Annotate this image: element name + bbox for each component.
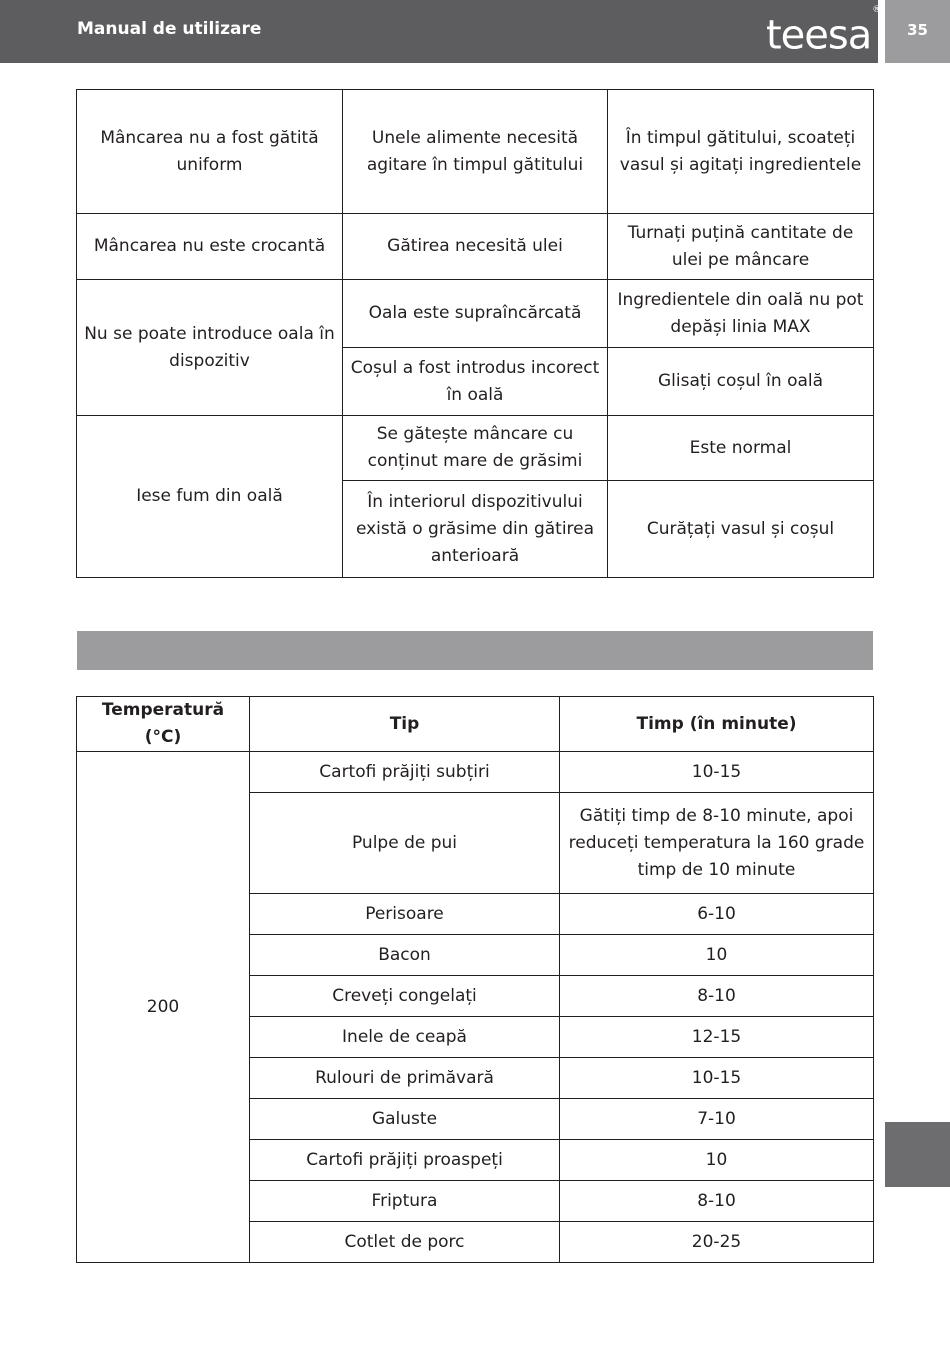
solution-cell: Turnați puțină cantitate de ulei pe mâncare [608, 214, 874, 280]
document-title: Manual de utilizare [77, 19, 262, 39]
table-row [77, 280, 874, 348]
time-cell: 20-25 [560, 1222, 874, 1263]
time-cell: 8-10 [560, 1181, 874, 1222]
header-row [77, 697, 874, 752]
logo-text: teesa [766, 12, 872, 59]
cause-cell: Unele alimente necesită agitare în timpul gătitului [343, 90, 608, 214]
time-cell: 8-10 [560, 976, 874, 1017]
type-cell: Galuste [250, 1099, 560, 1140]
type-cell: Cartofi prăjiți subțiri [250, 752, 560, 793]
table-row [77, 752, 874, 793]
cause-cell: Gătirea necesită ulei [343, 214, 608, 280]
header-bar [0, 0, 881, 63]
problem-cell: Mâncarea nu este crocantă [77, 214, 343, 280]
column-header-type: Tip [250, 697, 560, 752]
table-row [77, 214, 874, 280]
solution-cell: Glisați coșul în oală [608, 348, 874, 416]
problem-cell: Nu se poate introduce oala în dispozitiv [77, 280, 343, 416]
column-header-temperature: Temperatură (°C) [77, 697, 250, 752]
time-cell: 12-15 [560, 1017, 874, 1058]
teesa-logo [766, 6, 880, 61]
time-cell: 10 [560, 935, 874, 976]
troubleshooting-table [76, 89, 874, 578]
solution-cell: Este normal [608, 416, 874, 481]
side-tab-marker [885, 1122, 950, 1187]
table-row [77, 416, 874, 481]
type-cell: Perisoare [250, 894, 560, 935]
time-cell: 6-10 [560, 894, 874, 935]
solution-cell: Ingredientele din oală nu pot depăși linia MAX [608, 280, 874, 348]
type-cell: Bacon [250, 935, 560, 976]
solution-cell: În timpul gătitului, scoateți vasul și agitați ingredientele [608, 90, 874, 214]
time-cell: Gătiți timp de 8-10 minute, apoi reduceți temperatura la 160 grade timp de 10 minute [560, 793, 874, 894]
cause-cell: În interiorul dispozitivului există o grăsime din gătirea anterioară [343, 481, 608, 578]
type-cell: Inele de ceapă [250, 1017, 560, 1058]
problem-cell: Iese fum din oală [77, 416, 343, 578]
page-number-box [885, 0, 950, 63]
type-cell: Creveți congelați [250, 976, 560, 1017]
temperature-cell: 200 [77, 752, 250, 1263]
type-cell: Pulpe de pui [250, 793, 560, 894]
type-cell: Cotlet de porc [250, 1222, 560, 1263]
table-row [77, 90, 874, 214]
section-header-bar [77, 631, 873, 670]
type-cell: Cartofi prăjiți proaspeți [250, 1140, 560, 1181]
time-cell: 10 [560, 1140, 874, 1181]
column-header-time: Timp (în minute) [560, 697, 874, 752]
cause-cell: Oala este supraîncărcată [343, 280, 608, 348]
registered-mark: ® [872, 5, 881, 15]
type-cell: Friptura [250, 1181, 560, 1222]
page-number: 35 [907, 21, 928, 39]
cause-cell: Se gătește mâncare cu conținut mare de grăsimi [343, 416, 608, 481]
time-cell: 10-15 [560, 752, 874, 793]
cause-cell: Coșul a fost introdus incorect în oală [343, 348, 608, 416]
type-cell: Rulouri de primăvară [250, 1058, 560, 1099]
time-cell: 10-15 [560, 1058, 874, 1099]
problem-cell: Mâncarea nu a fost gătită uniform [77, 90, 343, 214]
time-cell: 7-10 [560, 1099, 874, 1140]
solution-cell: Curățați vasul și coșul [608, 481, 874, 578]
cooking-times-table [76, 696, 874, 1263]
